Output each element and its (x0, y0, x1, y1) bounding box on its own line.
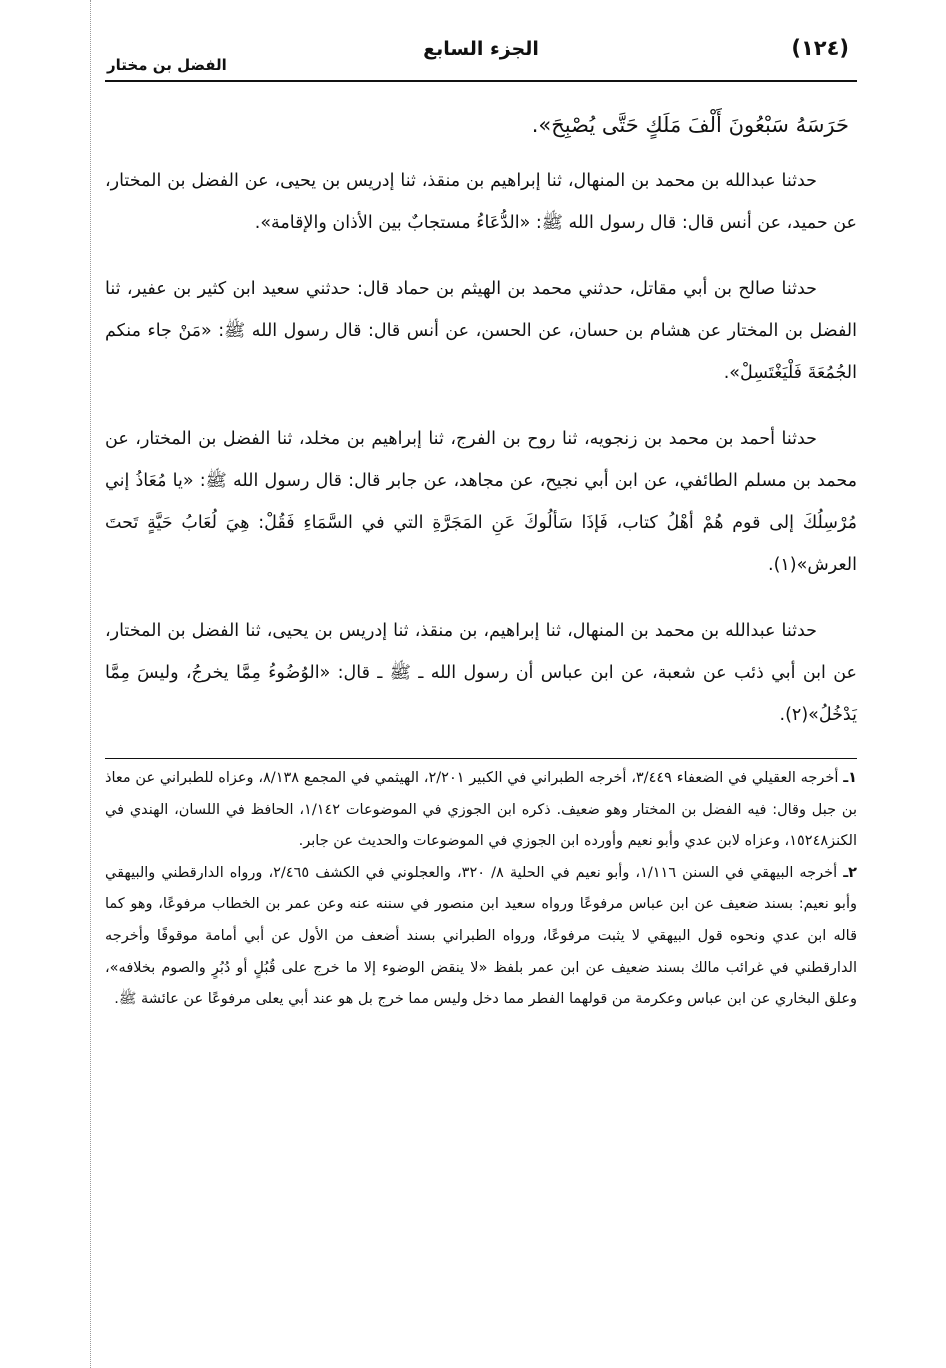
footnote-text: أخرجه البيهقي في السنن ١/١١٦، وأبو نعيم في الحلية ٨/ ٣٢٠، والعجلوني في الكشف ٢/٤٦٥، ورواه الدارقطني والبيهقي وأبو نعيم: بسند ضعيف عن ابن عباس مرفوعًا ورواه سعيد ابن منصور في سننه عنه وعن عمر بن الخطاب مرفوعًا، وهو كما قاله ابن عدي ونحوه قول البيهقي لا يثبت مرفوعًا، ورواه الطبراني بسند أضعف من الأول عن أبي أمامة موقوفًا وأخرجه الدارقطني في غرائب مالك بسند ضعيف عن ابن عمر بلفظ «لا ينقض الوضوء إلا ما خرج على قُبُلٍ أو دُبُرٍ والصوم بخلافه»، وعلق البخاري عن ابن عباس وعكرمة من قولهما الفطر مما دخل وليس مما خرج بل هو عند أبي يعلى مرفوعًا عن عائشة ﷺ. (105, 864, 857, 1008)
section-name: الفضل بن مختار (107, 56, 227, 74)
hadith-paragraph: حدثنا عبدالله بن محمد بن المنهال، ثنا إبراهيم بن منقذ، ثنا إدريس بن يحيى، عن الفضل بن المختار، عن حميد، عن أنس قال: قال رسول الله ﷺ: «الدُّعَاءُ مستجابٌ بين الأذان والإقامة». (105, 171, 857, 233)
footnotes (105, 758, 857, 1016)
continuation-line: حَرَسَهُ سَبْعُونَ أَلْفَ مَلَكٍ حَتَّى يُصْبِحَ». (531, 113, 849, 137)
hadith-paragraph: حدثنا أحمد بن محمد بن زنجويه، ثنا روح بن الفرج، ثنا إبراهيم بن مخلد، ثنا الفضل بن المختار، عن محمد بن مسلم الطائفي، عن ابن أبي نجيح، عن مجاهد، عن جابر قال: قال رسول الله ﷺ: «يا مُعَاذُ إني مُرْسِلُكَ إلى قوم هُمْ أهْلُ كتاب، فَإذَا سَألُوكَ عَنِ المَجَرَّةِ التي في السَّمَاءِ فَقُلْ: هِيَ لُعَابُ حَيَّةٍ تَحتَ العرش»(١). (105, 429, 857, 575)
page-number: (١٢٤) (791, 36, 849, 60)
page-edge-dots (90, 0, 91, 1368)
book-page (105, 30, 857, 1350)
footnote (105, 858, 857, 1016)
hadith-paragraph: حدثنا صالح بن أبي مقاتل، حدثني محمد بن الهيثم بن حماد قال: حدثني سعيد ابن كثير بن عفير، ثنا الفضل بن المختار عن هشام بن حسان، عن الحسن، عن أنس قال: قال رسول الله ﷺ: «مَنْ جاء منكم الجُمُعَةَ فَلْيَغْتَسِلْ». (105, 279, 857, 383)
footnote-number: ١ـ (843, 770, 858, 786)
part-title: الجزء السابع (423, 38, 539, 60)
footnote (105, 763, 857, 858)
main-text (105, 108, 857, 736)
footnote-number: ٢ـ (843, 864, 858, 881)
hadith-paragraph: حدثنا عبدالله بن محمد بن المنهال، ثنا إبراهيم، بن منقذ، ثنا إدريس بن يحيى، ثنا الفضل بن المختار، عن ابن أبي ذئب عن شعبة، عن ابن عباس أن رسول الله ـ ﷺ ـ قال: «الوُضُوءُ مِمَّا يخرجُ، وليسَ مِمَّا يَدْخُلُ»(٢). (105, 621, 857, 725)
footnote-text: أخرجه العقيلي في الضعفاء ٣/٤٤٩، أخرجه الطبراني في الكبير ٢/٢٠١، الهيثمي في المجمع ٨/١٣٨، وعزاه للطبراني عن معاذ بن جبل وقال: فيه الفضل بن المختار وهو ضعيف. ذكره ابن الجوزي في الموضوعات ١/١٤٢، الحافظ في اللسان، الهندي في الكنز١٥٢٤٨، وعزاه لابن عدي وأبو نعيم وأورده ابن الجوزي في الموضوعات والحديث عن جابر. (105, 770, 857, 850)
page-header (105, 30, 857, 82)
